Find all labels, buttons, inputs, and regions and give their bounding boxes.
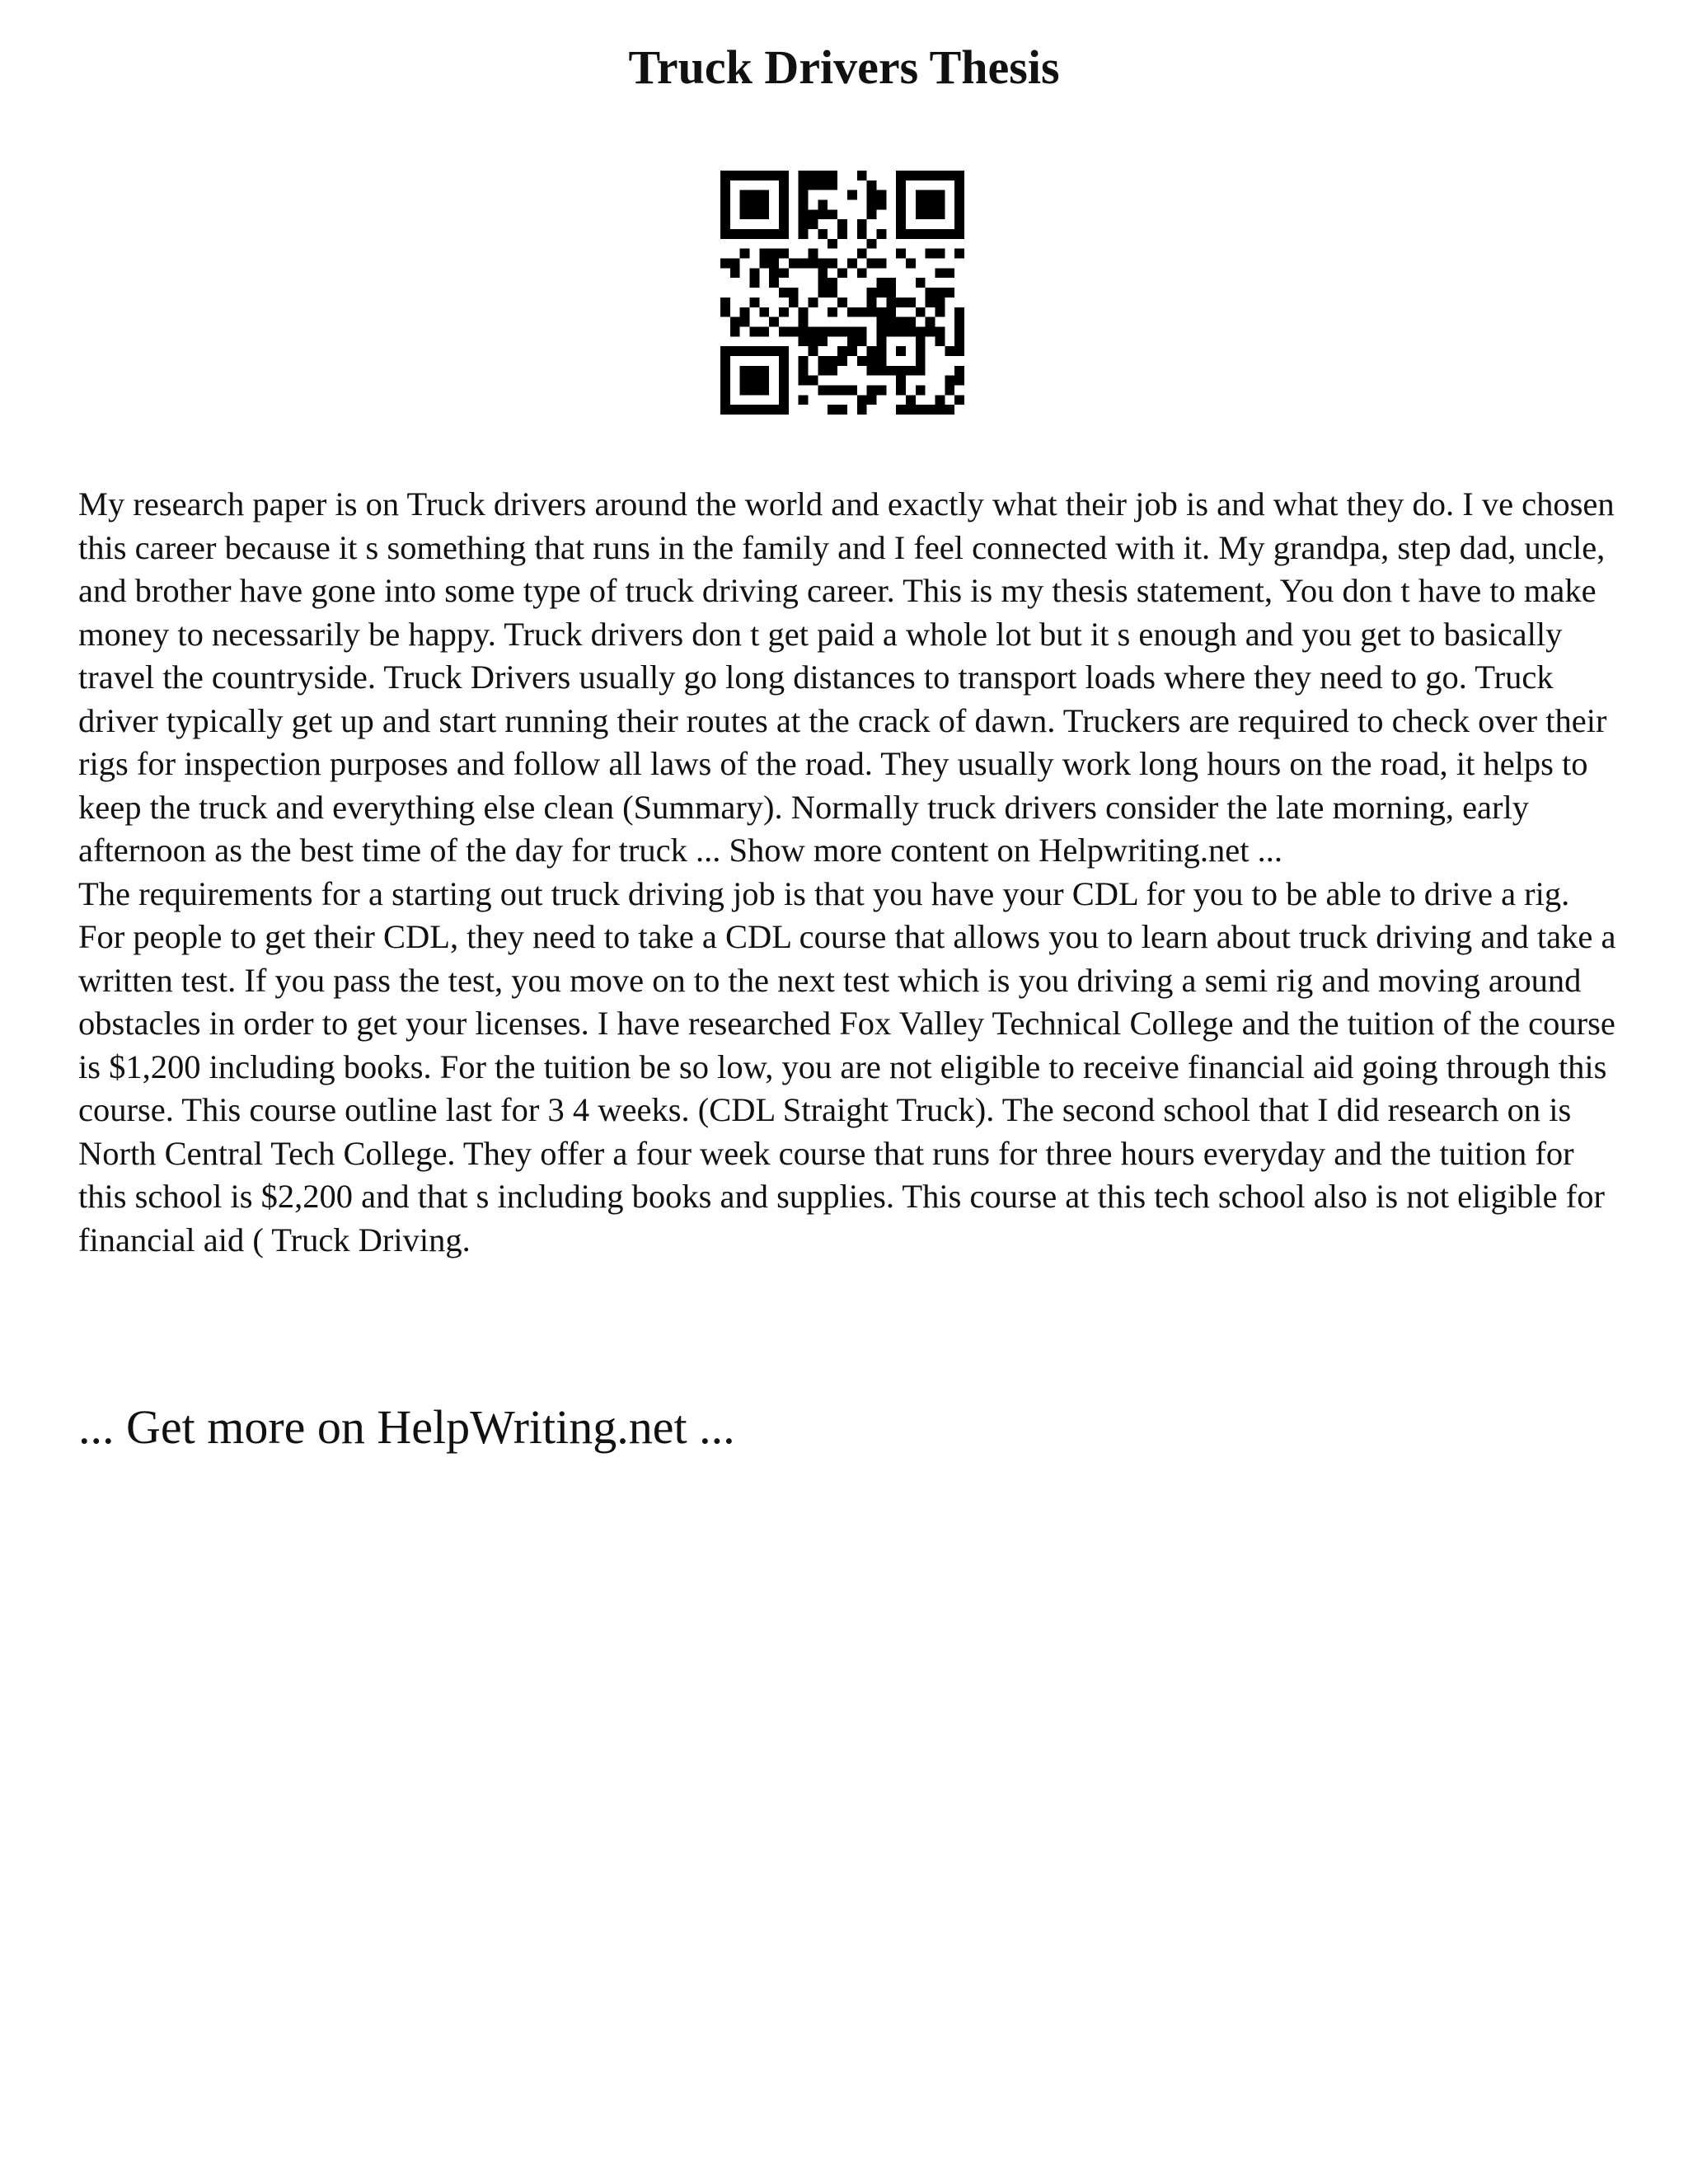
qr-code-icon — [720, 171, 964, 415]
page-title: Truck Drivers Thesis — [628, 40, 1060, 94]
article-body — [78, 483, 1620, 1262]
qr-code[interactable] — [720, 171, 964, 415]
paragraph-1: My research paper is on Truck drivers around the world and exactly what their job is and what they do. I ve chosen this career because it s something that runs in the family and I feel connected with it. My grandpa, step dad, uncle, and brother have gone into some type of truck driving career. This is my thesis statement, You don t have to make money to necessarily be happy. Truck drivers don t get paid a whole lot but it s enough and you get to basically travel the countryside. Truck Drivers usually go long distances to transport loads where they need to go. Truck driver typically get up and start running their routes at the crack of dawn. Truckers are required to check over their rigs for inspection purposes and follow all laws of the road. They usually work long hours on the road, it helps to keep the truck and everything else clean (Summary). Normally truck drivers consider the late morning, early afternoon as the best time of the day for truck ... Show more content on Helpwriting.net ... — [78, 485, 1615, 869]
get-more-link[interactable]: ... Get more on HelpWriting.net ... — [78, 1400, 735, 1454]
paragraph-2: The requirements for a starting out truck driving job is that you have your CDL for you to be able to drive a rig. For people to get their CDL, they need to take a CDL course that allows you to learn about truck driving and take a written test. If you pass the test, you move on to the next test which is you driving a semi rig and moving around obstacles in order to get your licenses. I have researched Fox Valley Technical College and the tuition of the course is $1,200 including books. For the tuition be so low, you are not eligible to receive financial aid going through this course. This course outline last for 3 4 weeks. (CDL Straight Truck). The second school that I did research on is North Central Tech College. They offer a four week course that runs for three hours everyday and the tuition for this school is $2,200 and that s including books and supplies. This course at this tech school also is not eligible for financial aid ( Truck Driving. — [78, 874, 1616, 1258]
